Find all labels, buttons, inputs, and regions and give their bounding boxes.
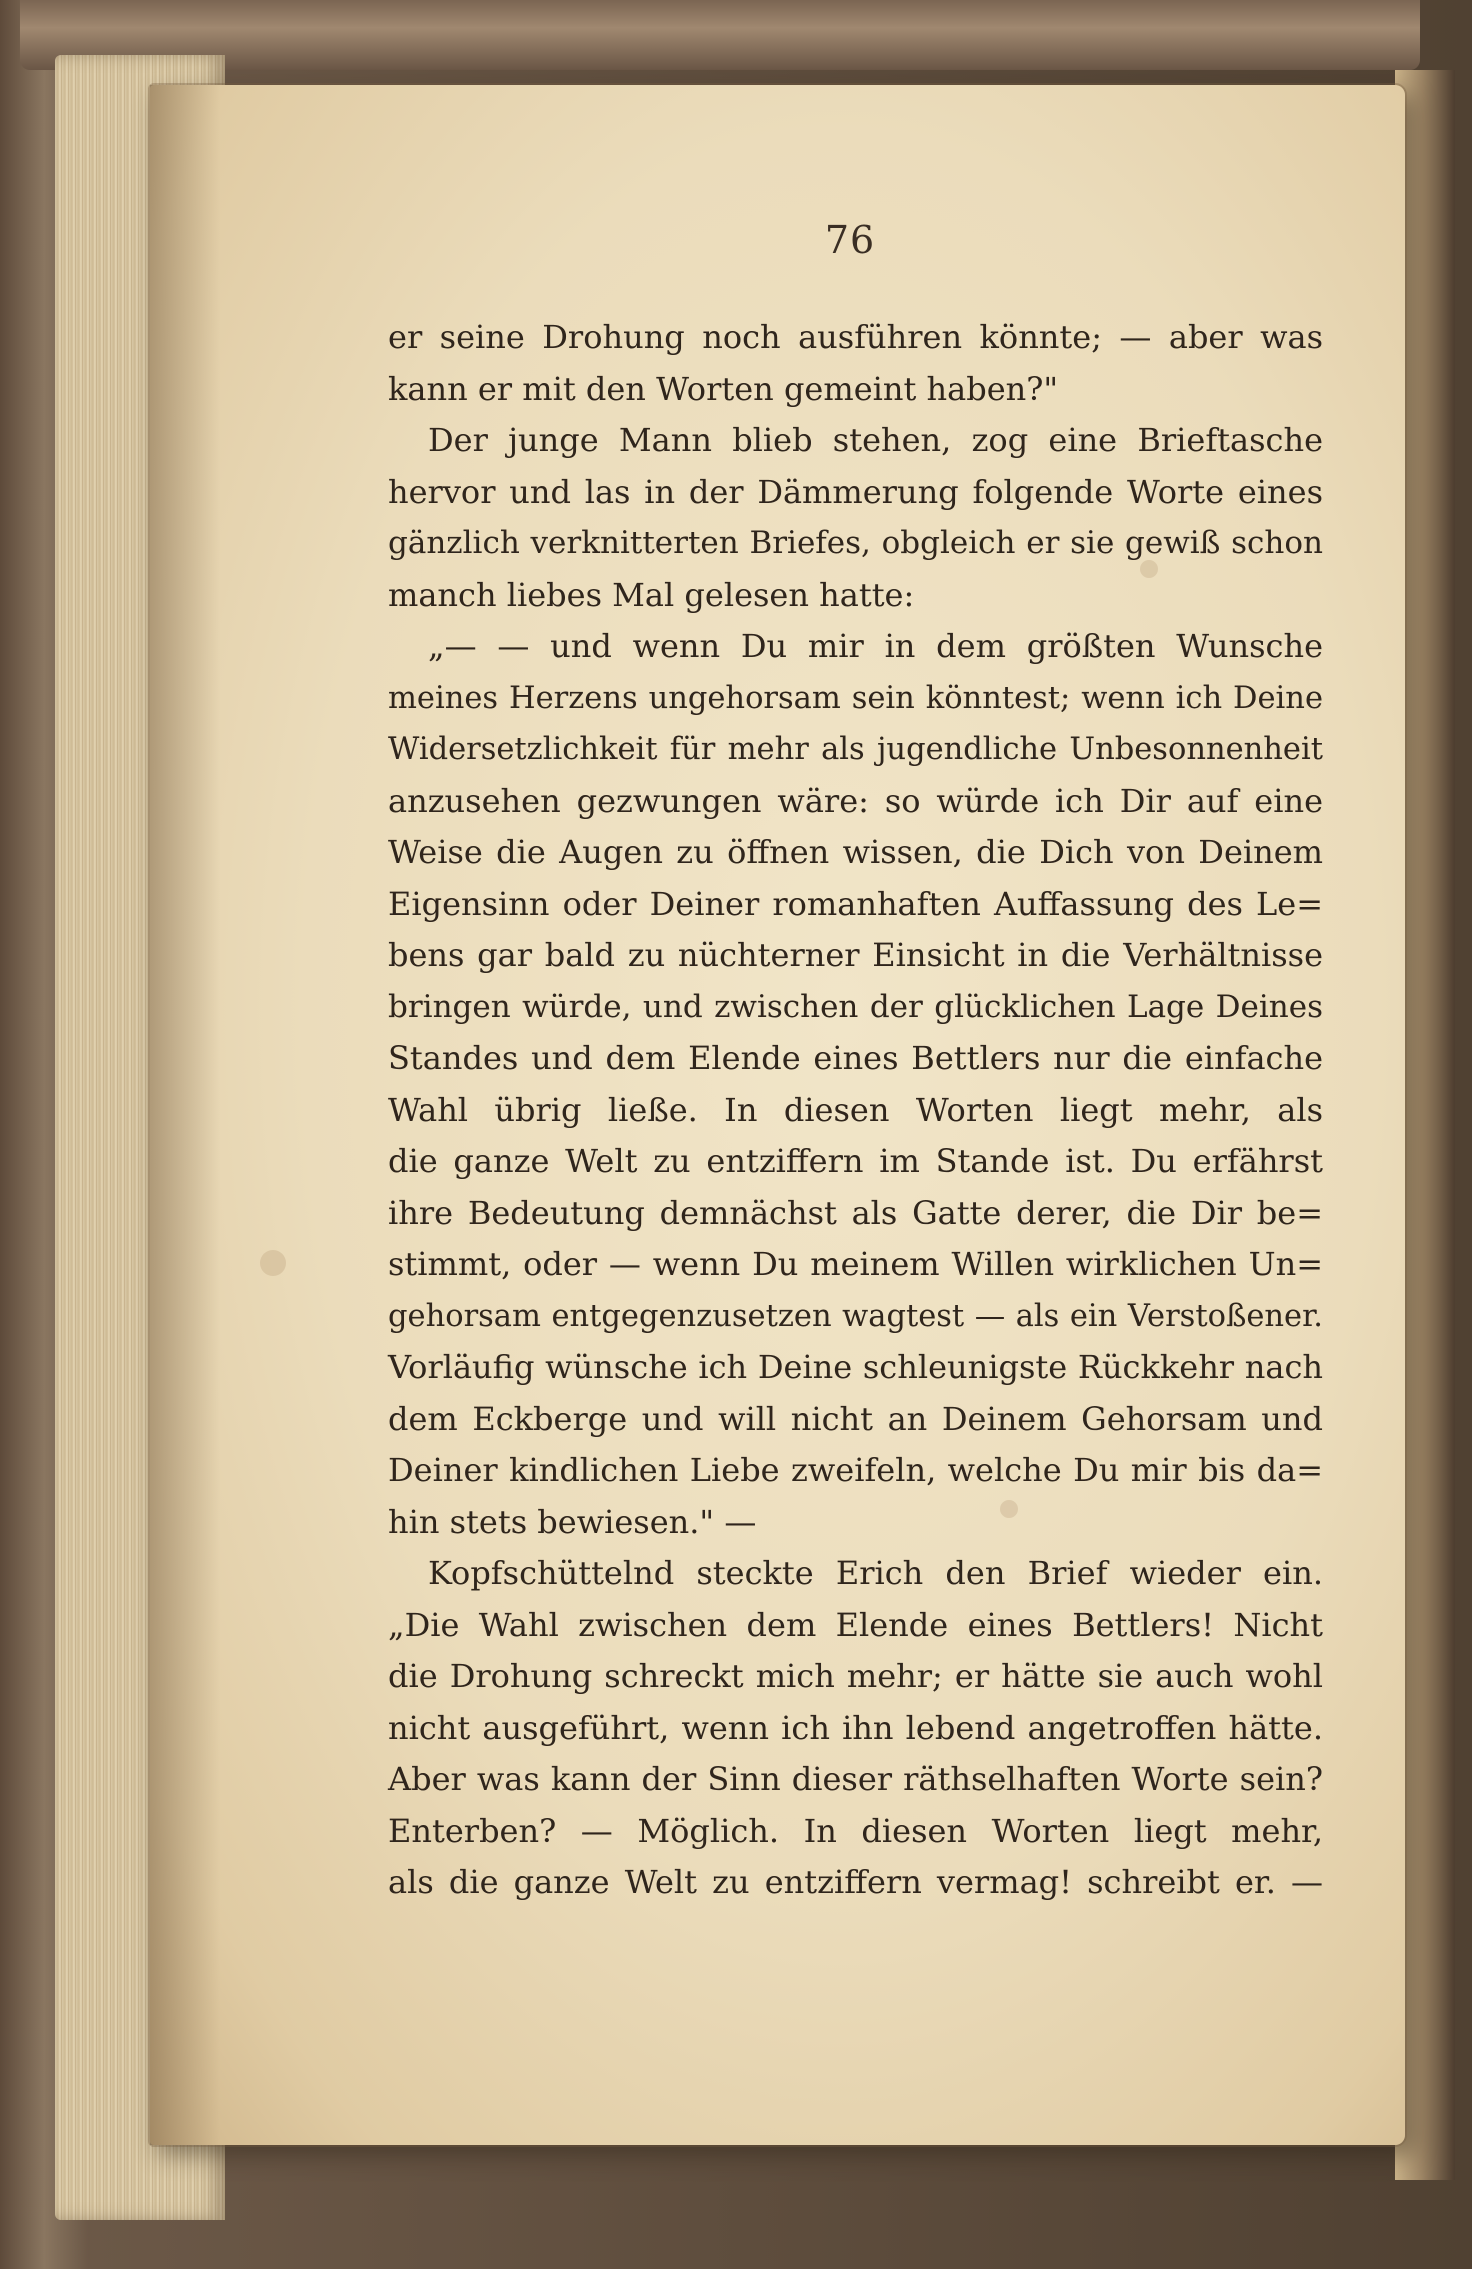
text-line: dem Eckberge und will nicht an Deinem Gehorsam und [388, 1399, 1323, 1438]
text-line: Vorläufig wünsche ich Deine schleunigste Rückkehr nach [388, 1348, 1323, 1386]
paper-stain [260, 1250, 286, 1276]
text-line: die Drohung schreckt mich mehr; er hätte sie auch wohl [388, 1657, 1323, 1695]
text-line: gänzlich verknitterten Briefes, obgleich er sie gewiß schon [388, 525, 1323, 561]
text-line: Deiner kindlichen Liebe zweifeln, welche Du mir bis da= [388, 1451, 1323, 1489]
text-line: „— — und wenn Du mir in dem größten Wunsche [428, 627, 1323, 665]
text-line: hin stets bewiesen." — [388, 1502, 757, 1541]
text-line: kann er mit den Worten gemeint haben?" [388, 369, 1059, 408]
text-line: ihre Bedeutung demnächst als Gatte derer, die Dir be= [388, 1193, 1323, 1232]
text-line: Kopfschüttelnd steckte Erich den Brief wieder ein. [428, 1554, 1323, 1592]
cover-top-edge [20, 0, 1420, 70]
text-line: Aber was kann der Sinn dieser räthselhaften Worte sein? [388, 1760, 1323, 1798]
body-text [388, 312, 1323, 1909]
text-line: nicht ausgeführt, wenn ich ihn lebend angetroffen hätte. [388, 1708, 1323, 1747]
text-line: Eigensinn oder Deiner romanhaften Auffassung des Le= [388, 884, 1323, 923]
text-line: die ganze Welt zu entziffern im Stande ist. Du erfährst [388, 1142, 1323, 1180]
text-line: Enterben? — Möglich. In diesen Worten liegt mehr, [388, 1811, 1323, 1850]
text-line: bringen würde, und zwischen der glücklichen Lage Deines [388, 988, 1323, 1025]
text-line: Widersetzlichkeit für mehr als jugendliche Unbesonnenheit [388, 732, 1323, 767]
text-line: als die ganze Welt zu entziffern vermag! schreibt er. — [388, 1863, 1323, 1901]
text-line: hervor und las in der Dämmerung folgende Worte eines [388, 472, 1323, 511]
text-line: stimmt, oder — wenn Du meinem Willen wirklichen Un= [388, 1245, 1323, 1283]
text-line: Standes und dem Elende eines Bettlers nur die einfache [388, 1039, 1323, 1077]
text-line: Der junge Mann blieb stehen, zog eine Brieftasche [428, 421, 1323, 459]
text-line: er seine Drohung noch ausführen könnte; — aber was [388, 318, 1323, 356]
text-line: Weise die Augen zu öffnen wissen, die Dich von Deinem [388, 833, 1323, 871]
text-line: bens gar bald zu nüchterner Einsicht in die Verhältnisse [388, 936, 1323, 974]
text-line: Wahl übrig ließe. In diesen Worten liegt mehr, als [388, 1090, 1323, 1129]
text-line: manch liebes Mal gelesen hatte: [388, 575, 915, 614]
text-line: meines Herzens ungehorsam sein könntest; wenn ich Deine [388, 680, 1323, 716]
text-line: anzusehen gezwungen wäre: so würde ich Dir auf eine [388, 781, 1323, 820]
text-line: „Die Wahl zwischen dem Elende eines Bettlers! Nicht [388, 1605, 1323, 1644]
page-number: 76 [824, 218, 876, 262]
text-line: gehorsam entgegenzusetzen wagtest — als ein Verstoßener. [388, 1298, 1323, 1334]
spine-shadow [150, 85, 220, 2145]
